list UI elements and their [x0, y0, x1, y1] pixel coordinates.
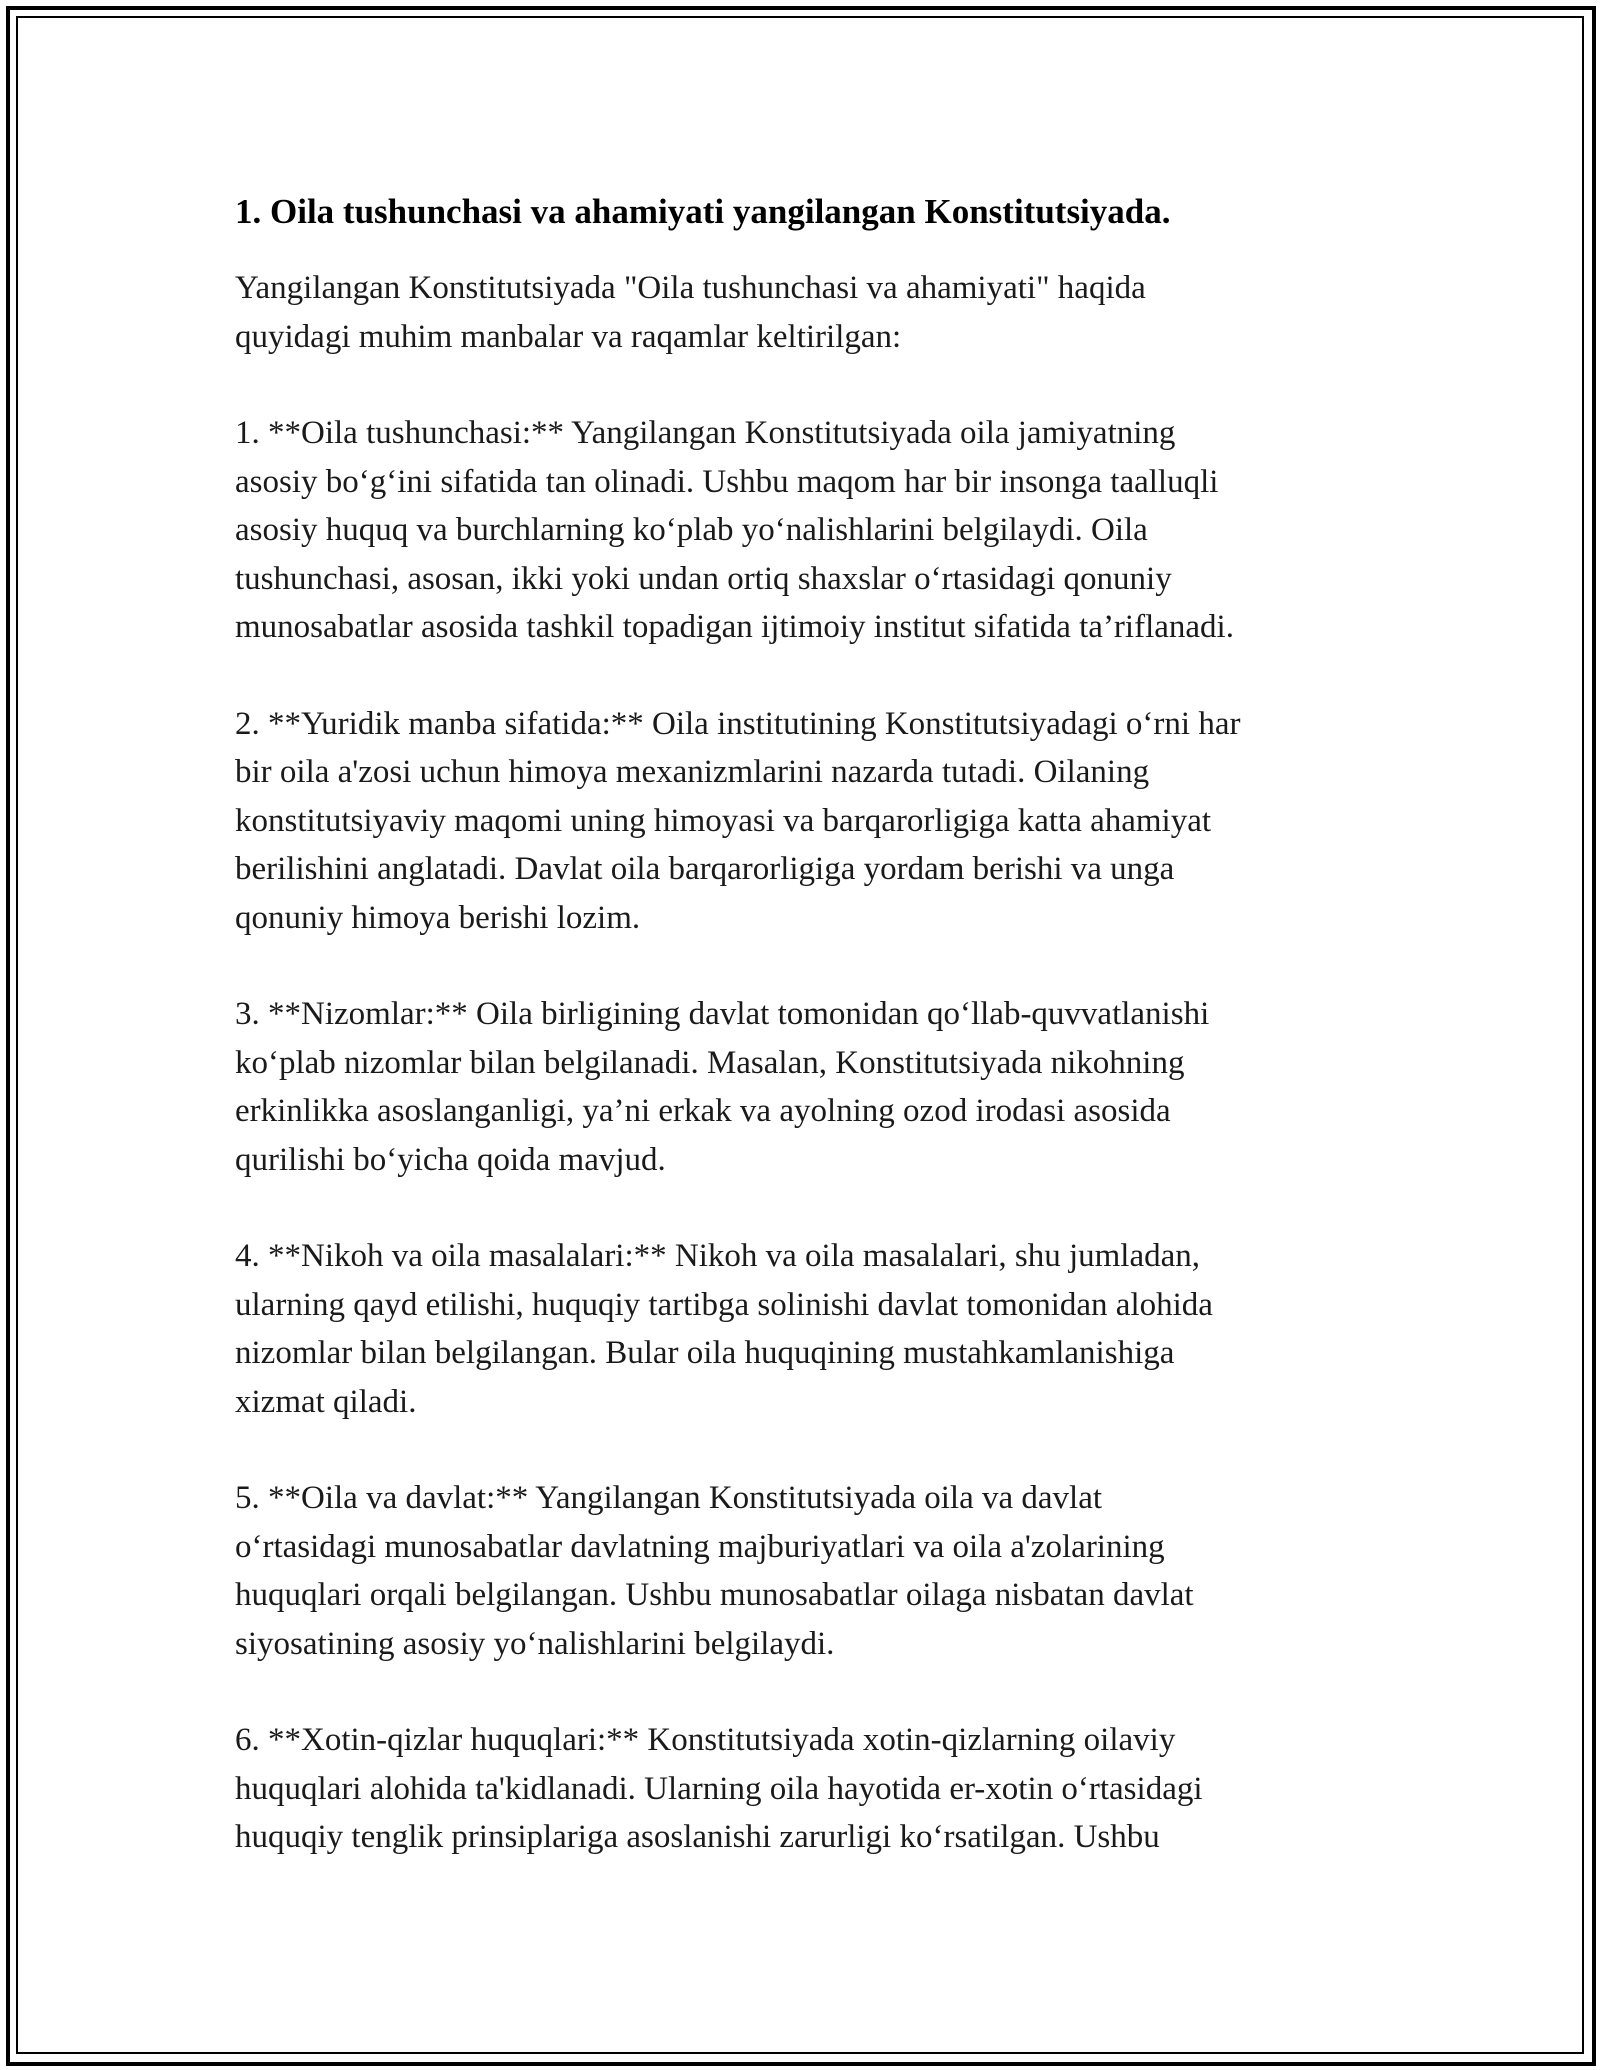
text-line: asosiy huquq va burchlarning ko‘plab yo‘nalishlarini belgilaydi. Oila	[235, 512, 1148, 548]
text-line: huquqiy tenglik prinsiplariga asoslanishi zarurligi ko‘rsatilgan. Ushbu	[235, 1819, 1160, 1855]
text-line: munosabatlar asosida tashkil topadigan ijtimoiy institut sifatida ta’riflanadi.	[235, 609, 1234, 645]
text-line: 6. **Xotin-qizlar huquqlari:** Konstitutsiyada xotin-qizlarning oilaviy	[235, 1722, 1176, 1758]
text-line: konstitutsiyaviy maqomi uning himoyasi va barqarorligiga katta ahamiyat	[235, 802, 1212, 839]
intro-paragraph	[235, 264, 1375, 361]
text-line: xizmat qiladi.	[235, 1383, 417, 1420]
text-line: huquqlari alohida ta'kidlanadi. Ularning oila hayotida er-xotin o‘rtasidagi	[235, 1770, 1203, 1807]
text-line: qurilishi bo‘yicha qoida mavjud.	[235, 1141, 666, 1178]
text-line: qonuniy himoya berishi lozim.	[235, 899, 641, 936]
text-line: 4. **Nikoh va oila masalalari:** Nikoh va oila masalalari, shu jumladan,	[235, 1238, 1201, 1274]
text-line: tushunchasi, asosan, ikki yoki undan ortiq shaxslar o‘rtasidagi qonuniy	[235, 560, 1172, 597]
list-item-5	[235, 1474, 1375, 1668]
list-item-2	[235, 700, 1375, 943]
text-line: huquqlari orqali belgilangan. Ushbu munosabatlar oilaga nisbatan davlat	[235, 1577, 1194, 1613]
text-line: erkinlikka asoslanganligi, ya’ni erkak va ayolning ozod irodasi asosida	[235, 1093, 1171, 1129]
text-line: berilishini anglatadi. Davlat oila barqarorligiga yordam berishi va unga	[235, 851, 1175, 887]
list-item-1	[235, 409, 1375, 652]
list-item-4	[235, 1232, 1375, 1426]
document-title: 1. Oila tushunchasi va ahamiyati yangilangan Konstitutsiyada.	[235, 192, 1171, 231]
text-line: 3. **Nizomlar:** Oila birligining davlat tomonidan qo‘llab-quvvatlanishi	[235, 996, 1210, 1032]
text-line: nizomlar bilan belgilangan. Bular oila huquqining mustahkamlanishiga	[235, 1335, 1175, 1371]
text-line: ularning qayd etilishi, huquqiy tartibga solinishi davlat tomonidan alohida	[235, 1286, 1213, 1323]
text-line: 2. **Yuridik manba sifatida:** Oila institutining Konstitutsiyadagi o‘rni har	[235, 705, 1241, 742]
text-line: Yangilangan Konstitutsiyada "Oila tushunchasi va ahamiyati" haqida	[235, 270, 1146, 306]
list-item-6	[235, 1716, 1375, 1862]
text-line: bir oila a'zosi uchun himoya mexanizmlarini nazarda tutadi. Oilaning	[235, 754, 1150, 790]
text-line: asosiy bo‘g‘ini sifatida tan olinadi. Ushbu maqom har bir insonga taalluqli	[235, 463, 1219, 500]
text-line: siyosatining asosiy yo‘nalishlarini belgilaydi.	[235, 1625, 835, 1662]
text-line: quyidagi muhim manbalar va raqamlar keltirilgan:	[235, 318, 902, 355]
text-line: 1. **Oila tushunchasi:** Yangilangan Konstitutsiyada oila jamiyatning	[235, 415, 1176, 451]
list-item-3	[235, 990, 1375, 1184]
text-line: 5. **Oila va davlat:** Yangilangan Konstitutsiyada oila va davlat	[235, 1480, 1103, 1516]
document-body	[235, 188, 1375, 1910]
text-line: o‘rtasidagi munosabatlar davlatning majburiyatlari va oila a'zolarining	[235, 1528, 1165, 1565]
text-line: ko‘plab nizomlar bilan belgilanadi. Masalan, Konstitutsiyada nikohning	[235, 1044, 1185, 1081]
